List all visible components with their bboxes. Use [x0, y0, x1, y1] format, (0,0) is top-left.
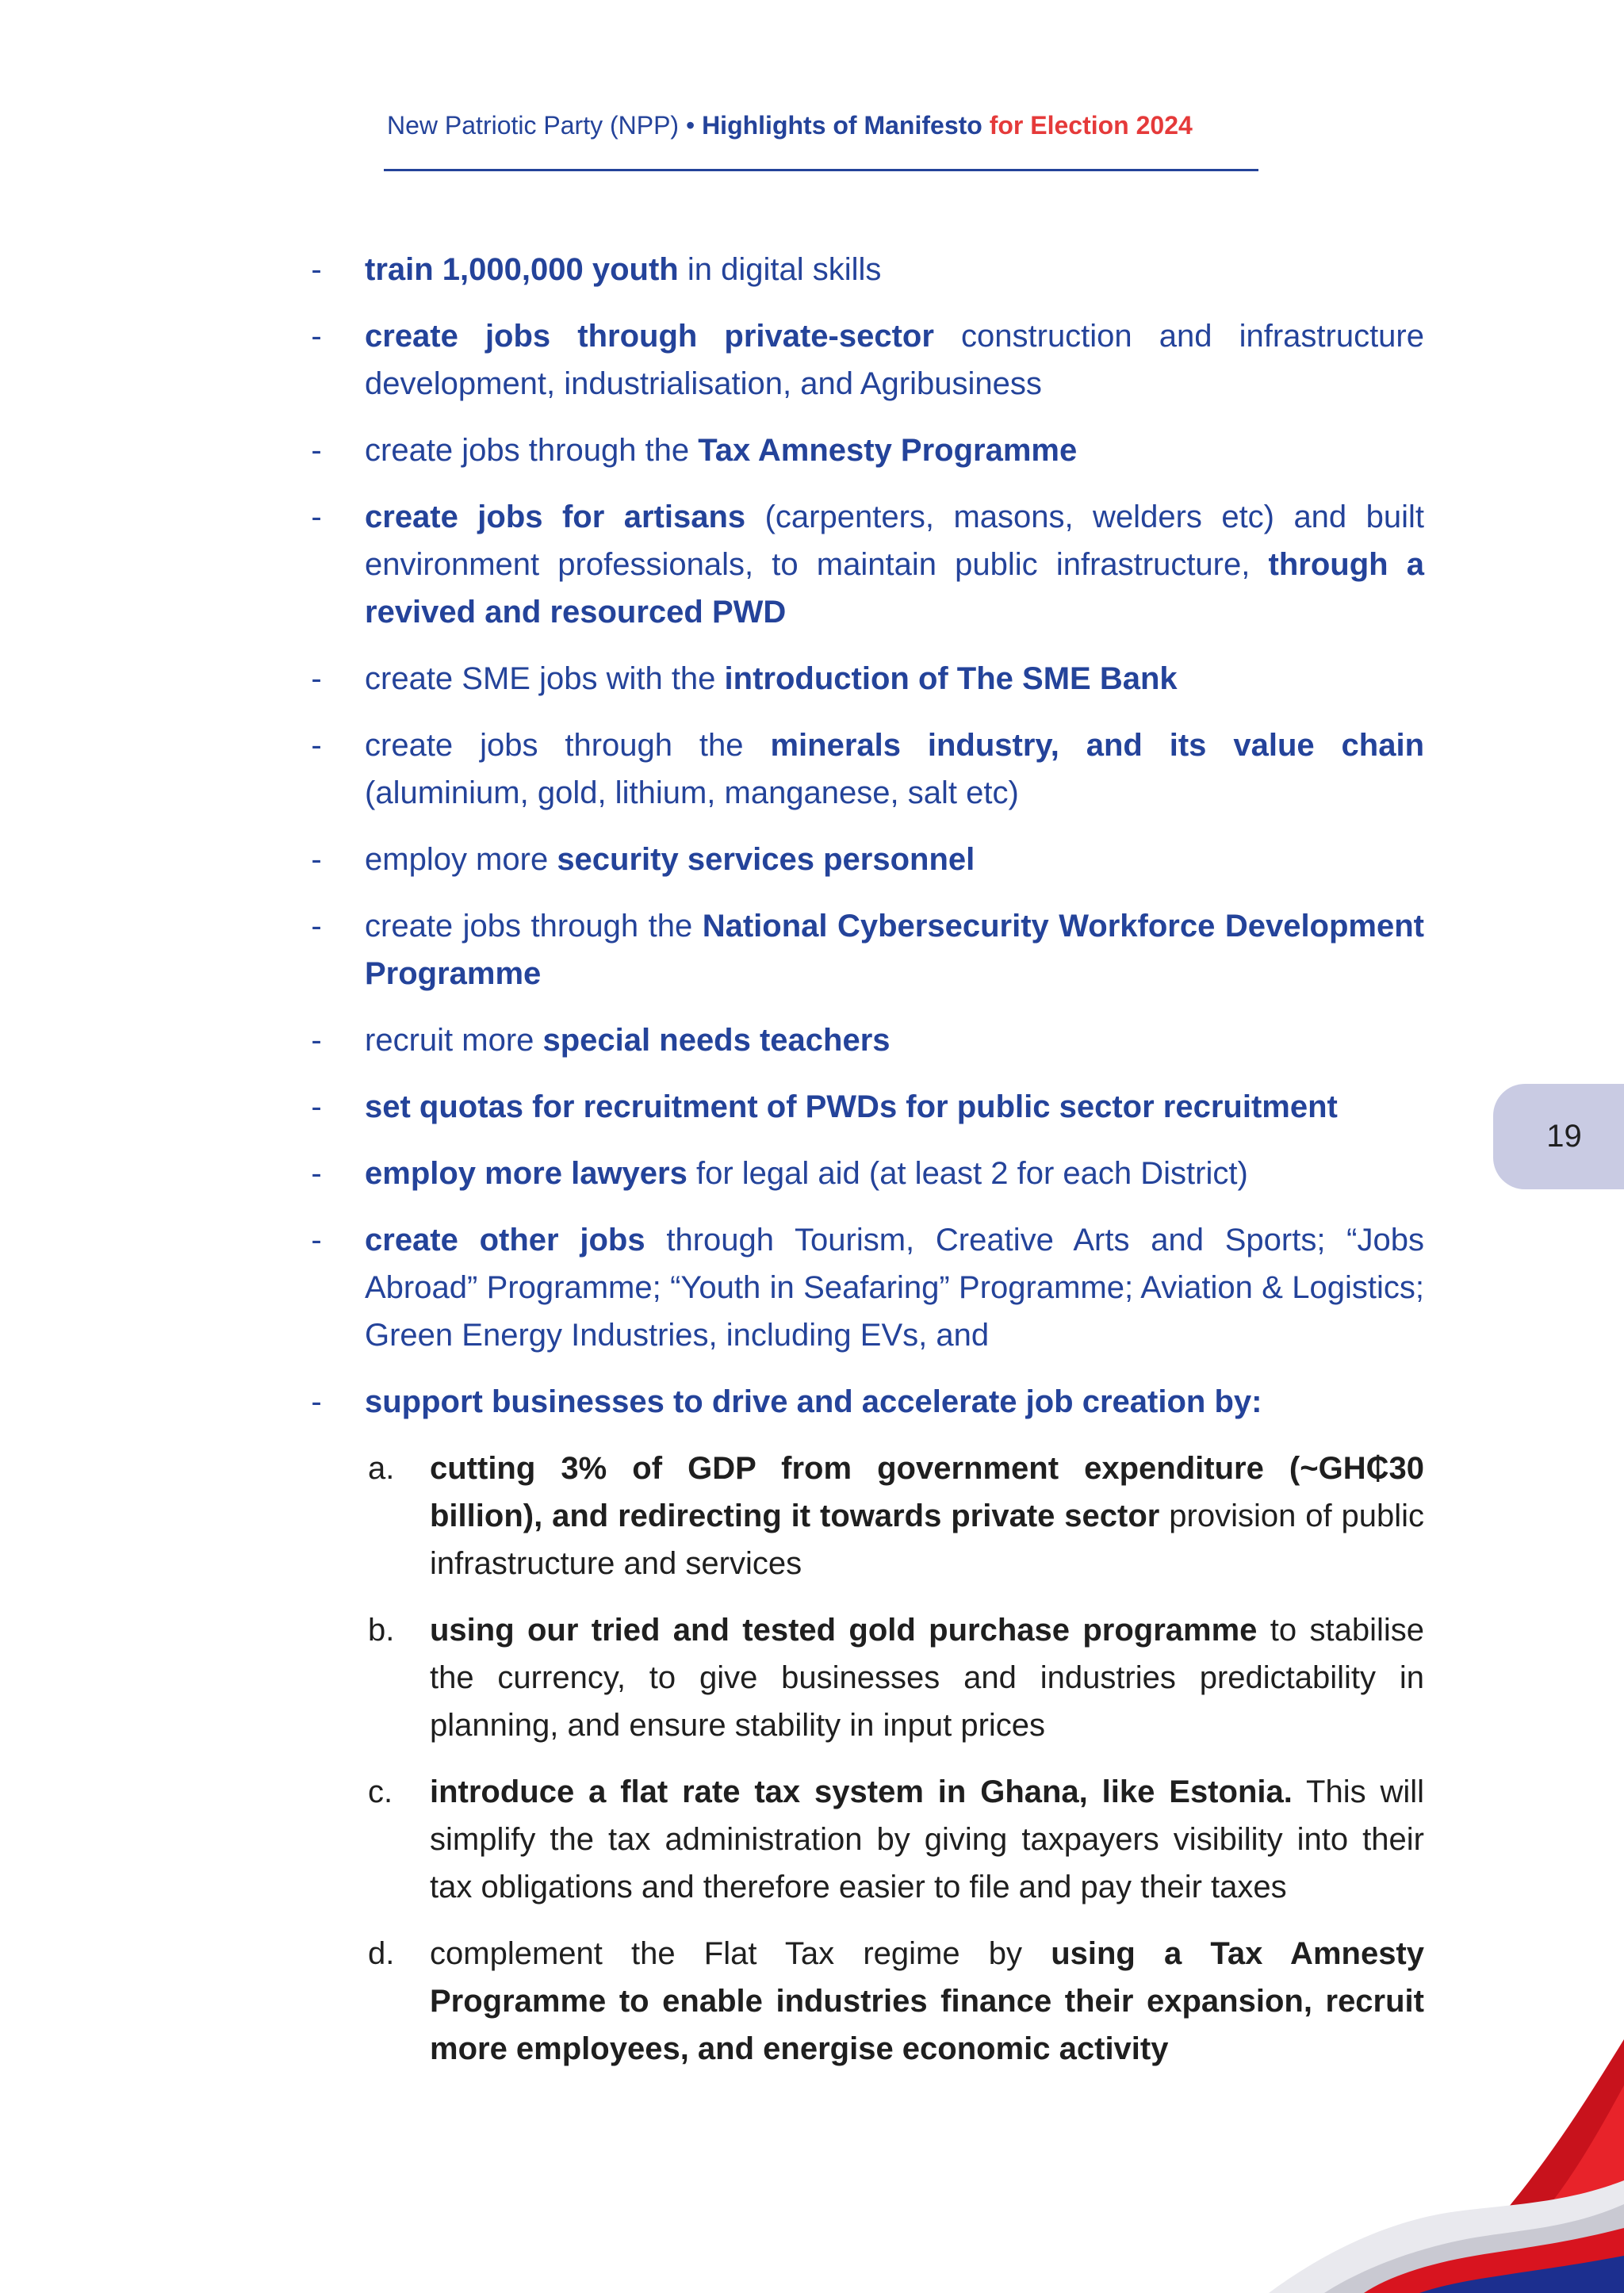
page-number: 19 [1546, 1119, 1582, 1154]
list-item-text: create jobs for artisans (carpenters, masons, welders etc) and built environment professionals, to maintain public infrastructure, through a revived and resourced PWD [365, 500, 1425, 630]
list-item-text: create jobs through the National Cybersecurity Workforce Development Programme [365, 909, 1424, 991]
list-item [304, 1150, 1424, 1197]
list-item-text: employ more security services personnel [365, 842, 975, 877]
list-item [304, 1016, 1424, 1064]
page-number-tab [1493, 1084, 1624, 1189]
list-item [304, 902, 1424, 997]
list-item-text: create SME jobs with the introduction of The SME Bank [365, 661, 1178, 696]
list-item-text: support businesses to drive and accelerate job creation by: [365, 1384, 1262, 1419]
list-item-text: create jobs through private-sector construction and infrastructure development, industrialisation, and Agribusiness [365, 319, 1424, 401]
sub-item-marker: a. [368, 1451, 395, 1486]
sub-item-marker: b. [368, 1613, 395, 1648]
list-item-text: recruit more special needs teachers [365, 1023, 891, 1058]
bullet-dash: - [311, 1156, 322, 1191]
bullet-dash: - [311, 661, 322, 696]
bullet-dash: - [311, 252, 322, 287]
bullet-dash: - [311, 500, 322, 534]
bullet-dash: - [311, 433, 322, 468]
bullet-dash: - [311, 842, 322, 877]
header-divider [384, 169, 1258, 171]
sub-item-text: using our tried and tested gold purchase programme to stabilise the currency, to give businesses and industries predictability in planning, and ensure stability in input prices [430, 1613, 1424, 1743]
sub-item-marker: c. [368, 1774, 393, 1809]
header-highlights: Highlights of Manifesto [702, 111, 990, 140]
bullet-dash: - [311, 1384, 322, 1419]
list-item-text: train 1,000,000 youth in digital skills [365, 252, 882, 287]
flag-ribbon-graphic [1189, 1966, 1624, 2293]
bullet-dash: - [311, 319, 322, 354]
list-item [304, 1083, 1424, 1131]
sub-item-text: cutting 3% of GDP from government expenditure (~GH₵30 billion), and redirecting it towards private sector provision of public infrastructure and services [430, 1451, 1424, 1581]
list-item-text: set quotas for recruitment of PWDs for public sector recruitment [365, 1089, 1338, 1124]
sub-list-item [304, 1768, 1424, 1911]
list-item [304, 722, 1424, 817]
list-item [304, 1378, 1424, 1426]
sub-item-text: complement the Flat Tax regime by using a Tax Amnesty Programme to enable industries finance their expansion, recruit more employees, and energise economic activity [430, 1936, 1425, 2066]
list-item [304, 427, 1424, 474]
list-item [304, 493, 1424, 636]
list-item [304, 312, 1424, 408]
list-item [304, 655, 1424, 702]
bullet-dash: - [311, 1223, 322, 1258]
list-item [304, 836, 1424, 883]
manifesto-content [304, 246, 1424, 2092]
list-item [304, 246, 1424, 293]
sub-list-item [304, 1606, 1424, 1749]
bullet-dash: - [311, 1023, 322, 1058]
sub-item-marker: d. [368, 1936, 395, 1971]
list-item-text: create other jobs through Tourism, Creative Arts and Sports; “Jobs Abroad” Programme; “Youth in Seafaring” Programme; Aviation & Logistics; Green Energy Industries, including EVs, and [365, 1223, 1424, 1353]
sub-list-item [304, 1445, 1424, 1587]
header-party-name: New Patriotic Party (NPP) • [387, 111, 703, 140]
list-item-text: create jobs through the Tax Amnesty Programme [365, 433, 1078, 468]
list-item-text: employ more lawyers for legal aid (at least 2 for each District) [365, 1156, 1248, 1191]
page-header [387, 109, 1256, 141]
sub-item-text: introduce a flat rate tax system in Ghana, like Estonia. This will simplify the tax administration by giving taxpayers visibility into their tax obligations and therefore easier to file and pay their taxes [430, 1774, 1424, 1904]
bullet-dash: - [311, 1089, 322, 1124]
list-item-text: create jobs through the minerals industry, and its value chain (aluminium, gold, lithium, manganese, salt etc) [365, 728, 1424, 810]
list-item [304, 1216, 1424, 1359]
bullet-dash: - [311, 909, 322, 944]
bullet-dash: - [311, 728, 322, 763]
header-election: for Election 2024 [989, 111, 1193, 140]
